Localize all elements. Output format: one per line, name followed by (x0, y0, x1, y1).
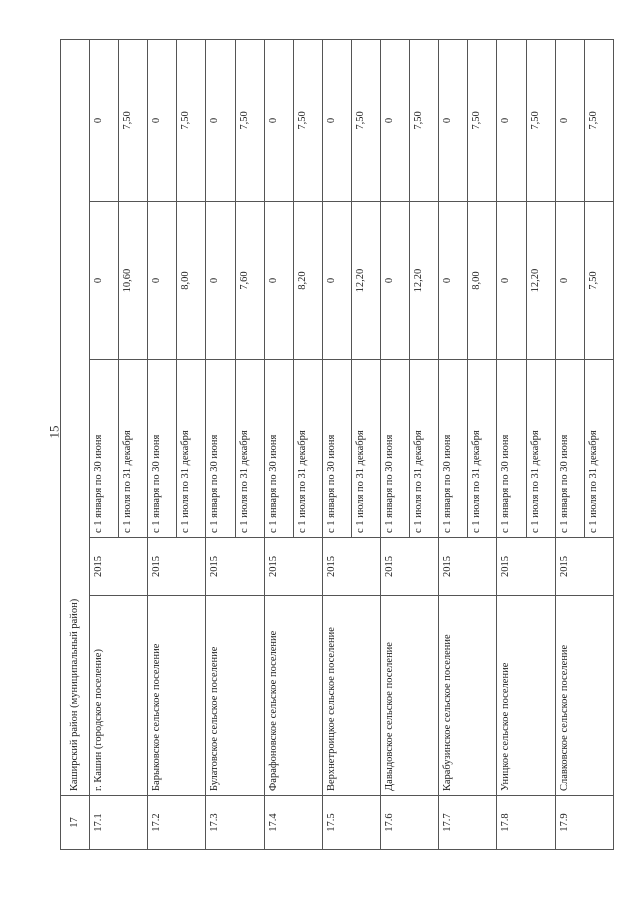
value-cell: 0 (381, 39, 410, 201)
value-cell: 7,60 (235, 202, 264, 360)
table-row (206, 39, 235, 849)
year-cell: 2015 (497, 538, 555, 596)
value-cell: 0 (322, 39, 351, 201)
settlement-name: г. Кашин (городское поселение) (90, 596, 148, 796)
period-second-half: с 1 июля по 31 декабря (293, 360, 322, 538)
value-cell: 0 (264, 39, 293, 201)
year-cell: 2015 (439, 538, 497, 596)
row-number: 17.4 (264, 796, 322, 850)
year-cell: 2015 (264, 538, 322, 596)
row-number: 17.2 (148, 796, 206, 850)
settlement-name: Фарафоновское сельское поселение (264, 596, 322, 796)
table-row (497, 39, 526, 849)
year-cell: 2015 (148, 538, 206, 596)
row-number: 17.8 (497, 796, 555, 850)
period-second-half: с 1 июля по 31 декабря (526, 360, 555, 538)
value-cell: 0 (497, 202, 526, 360)
value-cell: 0 (555, 202, 584, 360)
settlement-name: Булатовское сельское поселение (206, 596, 264, 796)
page-number: 15 (46, 425, 62, 439)
period-second-half: с 1 июля по 31 декабря (119, 360, 148, 538)
settlement-name: Карабузинское сельское поселение (439, 596, 497, 796)
year-cell: 2015 (555, 538, 613, 596)
period-first-half: с 1 января по 30 июня (381, 360, 410, 538)
value-cell: 0 (90, 202, 119, 360)
tariff-table (60, 39, 614, 850)
row-number: 17.5 (322, 796, 380, 850)
settlement-name: Давыдовское сельское поселение (381, 596, 439, 796)
year-cell: 2015 (322, 538, 380, 596)
value-cell: 0 (148, 39, 177, 201)
row-number: 17.3 (206, 796, 264, 850)
value-cell: 12,20 (410, 202, 439, 360)
value-cell: 8,00 (468, 202, 497, 360)
value-cell: 0 (148, 202, 177, 360)
value-cell: 7,50 (468, 39, 497, 201)
year-cell: 2015 (381, 538, 439, 596)
table-row (381, 39, 410, 849)
period-first-half: с 1 января по 30 июня (439, 360, 468, 538)
value-cell: 0 (439, 202, 468, 360)
value-cell: 7,50 (584, 39, 613, 201)
table-row (439, 39, 468, 849)
period-first-half: с 1 января по 30 июня (555, 360, 584, 538)
table-row (264, 39, 293, 849)
table-row (148, 39, 177, 849)
period-second-half: с 1 июля по 31 декабря (351, 360, 380, 538)
value-cell: 10,60 (119, 202, 148, 360)
value-cell: 7,50 (235, 39, 264, 201)
row-number: 17.1 (90, 796, 148, 850)
table-row (555, 39, 584, 849)
settlement-name: Уницкое сельское поселение (497, 596, 555, 796)
settlement-name: Верхнетроицкое сельское поселение (322, 596, 380, 796)
section-header-row (61, 39, 90, 849)
table-row (90, 39, 119, 849)
period-second-half: с 1 июля по 31 декабря (468, 360, 497, 538)
settlement-name: Славковское сельское поселение (555, 596, 613, 796)
value-cell: 0 (206, 39, 235, 201)
value-cell: 0 (555, 39, 584, 201)
value-cell: 0 (206, 202, 235, 360)
table-row (322, 39, 351, 849)
period-first-half: с 1 января по 30 июня (148, 360, 177, 538)
year-cell: 2015 (206, 538, 264, 596)
period-first-half: с 1 января по 30 июня (322, 360, 351, 538)
row-number: 17.6 (381, 796, 439, 850)
value-cell: 0 (264, 202, 293, 360)
value-cell: 12,20 (526, 202, 555, 360)
value-cell: 7,50 (410, 39, 439, 201)
value-cell: 8,00 (177, 202, 206, 360)
value-cell: 7,50 (584, 202, 613, 360)
period-first-half: с 1 января по 30 июня (264, 360, 293, 538)
value-cell: 0 (381, 202, 410, 360)
settlement-name: Барыковское сельское поселение (148, 596, 206, 796)
row-number: 17.9 (555, 796, 613, 850)
value-cell: 7,50 (351, 39, 380, 201)
value-cell: 7,50 (526, 39, 555, 201)
period-second-half: с 1 июля по 31 декабря (410, 360, 439, 538)
section-number: 17 (61, 796, 90, 850)
period-first-half: с 1 января по 30 июня (206, 360, 235, 538)
year-cell: 2015 (90, 538, 148, 596)
row-number: 17.7 (439, 796, 497, 850)
rotated-table-container (60, 40, 614, 850)
value-cell: 0 (90, 39, 119, 201)
value-cell: 0 (439, 39, 468, 201)
period-second-half: с 1 июля по 31 декабря (177, 360, 206, 538)
period-second-half: с 1 июля по 31 декабря (584, 360, 613, 538)
period-first-half: с 1 января по 30 июня (90, 360, 119, 538)
value-cell: 7,50 (177, 39, 206, 201)
value-cell: 7,50 (293, 39, 322, 201)
value-cell: 7,50 (119, 39, 148, 201)
value-cell: 12,20 (351, 202, 380, 360)
section-title: Каширский район (муниципальный район) (61, 39, 90, 795)
value-cell: 0 (497, 39, 526, 201)
value-cell: 8,20 (293, 202, 322, 360)
value-cell: 0 (322, 202, 351, 360)
period-second-half: с 1 июля по 31 декабря (235, 360, 264, 538)
period-first-half: с 1 января по 30 июня (497, 360, 526, 538)
